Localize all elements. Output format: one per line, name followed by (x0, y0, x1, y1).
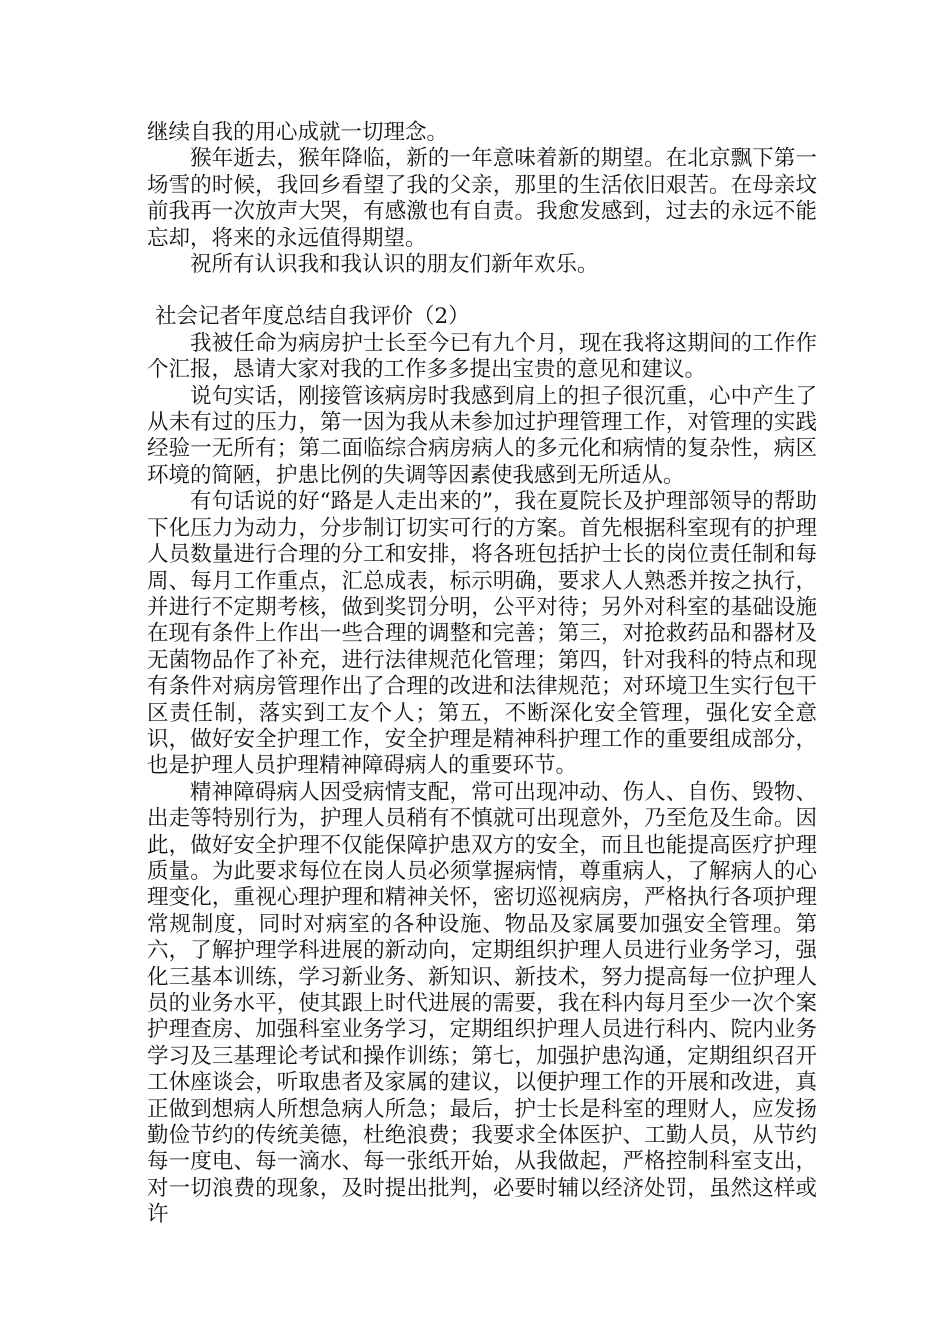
paragraph-pressure: 说句实话，刚接管该病房时我感到肩上的担子很沉重，心中产生了从未有过的压力，第一因为我从未参加过护理管理工作，对管理的实践经验一无所有；第二面临综合病房病人的多元化和病情的复杂性，病区环境的简陋，护患比例的失调等因素使我感到无所适从。 (147, 383, 817, 488)
document-body (147, 120, 817, 1229)
section-spacer (147, 278, 817, 304)
section-heading: 社会记者年度总结自我评价（2） (155, 304, 470, 330)
paragraph-continuation: 继续自我的用心成就一切理念。 (147, 120, 449, 145)
paragraph-plan: 有句话说的好“路是人走出来的”，我在夏院长及护理部领导的帮助下化压力为动力，分步制订切实可行的方案。首先根据科室现有的护理人员数量进行合理的分工和安排，将各班包括护士长的岗位责任制和每周、每月工作重点，汇总成表，标示明确，要求人人熟悉并按之执行，并进行不定期考核，做到奖罚分明，公平对待；另外对科室的基础设施在现有条件上作出一些合理的调整和完善；第三，对抢救药品和器材及无菌物品作了补充，进行法律规范化管理；第四，针对我科的特点和现有条件对病房管理作出了合理的改进和法律规范；对环境卫生实行包干区责任制，落实到工友个人；第五，不断深化安全管理，强化安全意识，做好安全护理工作，安全护理是精神科护理工作的重要组成部分，也是护理人员护理精神障碍病人的重要环节。 (147, 489, 817, 779)
paragraph-new-year: 猴年逝去，猴年降临，新的一年意味着新的期望。在北京飘下第一场雪的时候，我回乡看望了我的父亲，那里的生活依旧艰苦。在母亲坟前我再一次放声大哭，有感激也有自责。我愈发感到，过去的永远不能忘却，将来的永远值得期望。 (147, 146, 817, 251)
paragraph-greeting: 祝所有认识我和我认识的朋友们新年欢乐。 (190, 252, 599, 278)
paragraph-safety: 精神障碍病人因受病情支配，常可出现冲动、伤人、自伤、毁物、出走等特别行为，护理人员稍有不慎就可出现意外，乃至危及生命。因此，做好安全护理不仅能保障护患双方的安全，而且也能提高医疗护理质量。为此要求每位在岗人员必须掌握病情，尊重病人，了解病人的心理变化，重视心理护理和精神关怀，密切巡视病房，严格执行各项护理常规制度，同时对病室的各种设施、物品及家属要加强安全管理。第六，了解护理学科进展的新动向，定期组织护理人员进行业务学习，强化三基本训练，学习新业务、新知识、新技术，努力提高每一位护理人员的业务水平，使其跟上时代进展的需要，我在科内每月至少一次个案护理查房、加强科室业务学习，定期组织护理人员进行科内、院内业务学习及三基理论考试和操作训练；第七，加强护患沟通，定期组织召开工休座谈会，听取患者及家属的建议，以便护理工作的开展和改进，真正做到想病人所想急病人所急；最后，护士长是科室的理财人，应发扬勤俭节约的传统美德，杜绝浪费；我要求全体医护、工勤人员，从节约每一度电、每一滴水、每一张纸开始，从我做起，严格控制科室支出，对一切浪费的现象，及时提出批判，必要时辅以经济处罚，虽然这样或许 (147, 779, 817, 1228)
paragraph-intro: 我被任命为病房护士长至今已有九个月，现在我将这期间的工作作个汇报，恳请大家对我的工作多多提出宝贵的意见和建议。 (147, 330, 817, 383)
